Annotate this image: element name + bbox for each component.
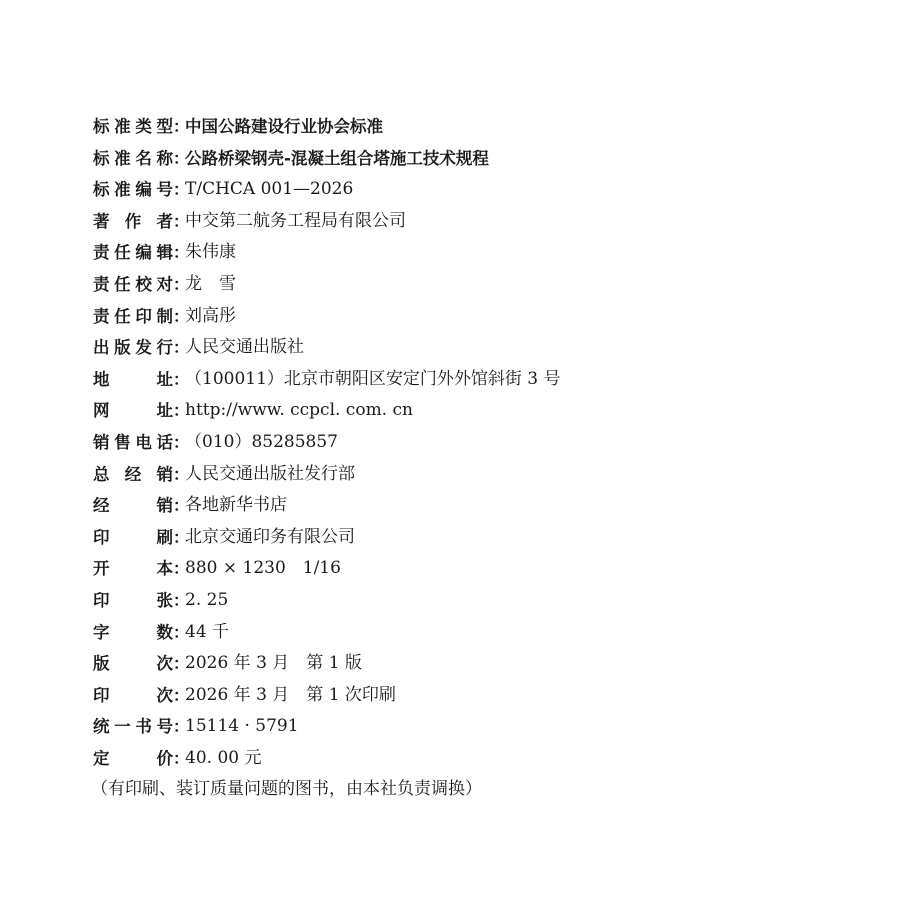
field-label: 经销 [93,496,173,516]
field-value: http://www. ccpcl. com. cn [185,400,413,421]
field-label: 标准编号 [93,180,173,200]
field-colon: ： [173,211,190,231]
colophon-row [93,206,853,238]
field-label: 印张 [93,590,173,610]
field-label: 标准类型 [93,117,173,136]
field-colon: ： [173,559,190,579]
field-colon: ： [173,432,190,452]
field-colon: ： [173,717,190,737]
field-label: 总经销 [93,464,173,484]
colophon-row [93,332,853,364]
field-value: 北京交通印务有限公司 [185,526,355,547]
colophon-row [93,490,853,522]
field-value: 中国公路建设行业协会标准 [185,117,383,136]
field-colon: ： [173,622,190,642]
field-label: 版次 [93,654,173,674]
field-label: 网址 [93,401,173,421]
field-value: 各地新华书店 [185,495,287,516]
colophon [93,111,853,806]
field-value: （100011）北京市朝阳区安定门外外馆斜街 3 号 [185,368,561,389]
colophon-row [93,711,853,743]
field-value: 人民交通出版社发行部 [185,463,355,484]
field-colon: ： [173,590,190,610]
field-label: 责任印制 [93,306,173,326]
field-value: 中交第二航务工程局有限公司 [185,210,406,231]
field-colon: ： [173,496,190,516]
colophon-row [93,648,853,680]
field-value: 人民交通出版社 [185,337,304,358]
colophon-row [93,174,853,206]
colophon-rows [93,111,853,774]
field-value: 15114 · 5791 [185,716,299,737]
colophon-row [93,743,853,775]
field-colon: ： [173,180,190,200]
field-colon: ： [173,527,190,547]
field-value: 朱伟康 [185,242,236,263]
field-value: 龙 雪 [185,273,236,294]
quality-note: （有印刷、装订质量问题的图书，由本社负责调换） [91,779,482,800]
field-value: 880 × 1230 1/16 [185,558,341,579]
field-label: 责任编辑 [93,243,173,263]
field-label: 印次 [93,685,173,705]
colophon-row [93,143,853,175]
colophon-row [93,395,853,427]
field-colon: ： [173,748,190,768]
field-value: T/CHCA 001—2026 [185,179,354,200]
colophon-row [93,553,853,585]
field-colon: ： [173,338,190,358]
colophon-row [93,301,853,333]
field-value: 40. 00 元 [185,747,262,768]
field-value: 公路桥梁钢壳-混凝土组合塔施工技术规程 [185,148,489,168]
field-colon: ： [173,685,190,705]
field-label: 字数 [93,622,173,642]
colophon-row [93,585,853,617]
colophon-row [93,680,853,712]
colophon-row [93,269,853,301]
field-colon: ： [173,401,190,421]
field-colon: ： [173,464,190,484]
field-label: 定价 [93,748,173,768]
field-colon: ： [173,117,190,136]
field-label: 印刷 [93,527,173,547]
field-value: 2. 25 [185,589,229,610]
field-label: 地址 [93,369,173,389]
field-value: 2026 年 3 月 第 1 版 [185,653,362,674]
field-value: 44 千 [185,621,230,642]
field-label: 统一书号 [93,717,173,737]
field-label: 责任校对 [93,274,173,294]
field-label: 出版发行 [93,338,173,358]
field-colon: ： [173,148,190,168]
field-label: 标准名称 [93,148,173,168]
field-value: 刘高彤 [185,305,236,326]
field-colon: ： [173,306,190,326]
field-label: 开本 [93,559,173,579]
field-colon: ： [173,369,190,389]
colophon-row [93,237,853,269]
colophon-row [93,111,853,143]
field-value: （010）85285857 [185,431,338,452]
field-label: 销售电话 [93,432,173,452]
colophon-row [93,522,853,554]
field-colon: ： [173,243,190,263]
field-label: 著作者 [93,211,173,231]
field-colon: ： [173,654,190,674]
field-value: 2026 年 3 月 第 1 次印刷 [185,684,396,705]
colophon-row [93,459,853,491]
field-colon: ： [173,274,190,294]
colophon-row [93,617,853,649]
colophon-row [93,364,853,396]
colophon-row [93,427,853,459]
